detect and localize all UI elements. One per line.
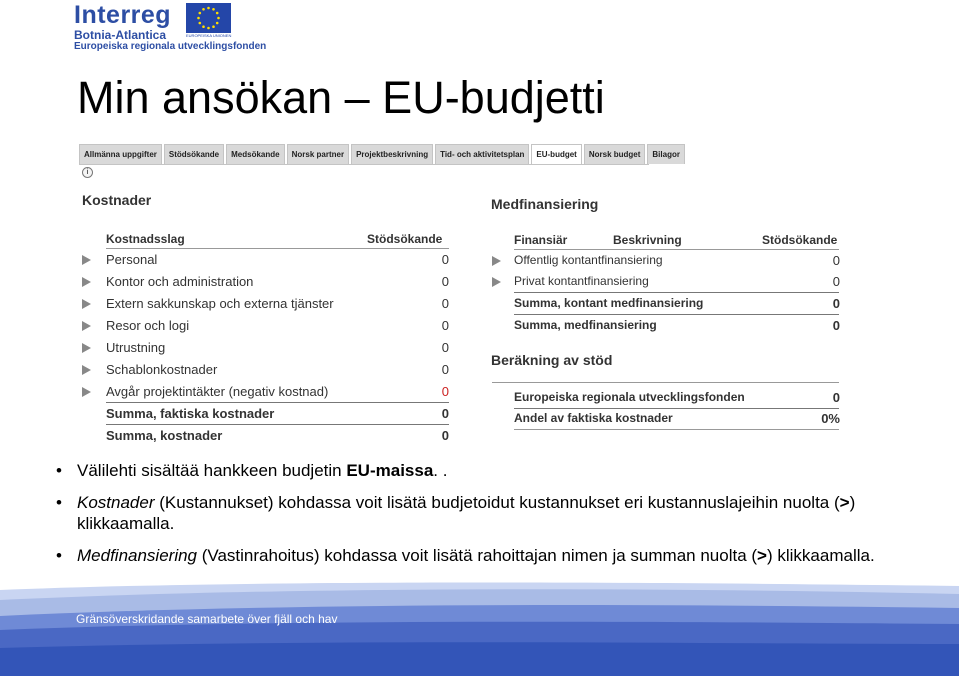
support-title: Beräkning av stöd xyxy=(491,352,613,368)
row-value: 0 xyxy=(832,318,840,333)
row-label: Kontor och administration xyxy=(106,274,254,289)
row-label: Summa, kontant medfinansiering xyxy=(514,296,704,310)
bullet-item xyxy=(56,460,936,481)
row-value: 0 xyxy=(441,318,449,333)
bullet-dot: • xyxy=(56,546,62,565)
row-value: 0% xyxy=(821,411,840,426)
cofinancing-row-private xyxy=(492,271,842,293)
expand-arrow-icon[interactable] xyxy=(492,277,501,287)
row-label: Schablonkostnader xyxy=(106,362,218,377)
bullet-text: ) klikkaamalla. xyxy=(77,493,856,533)
cofinancing-col-financier: Finansiär xyxy=(514,233,568,247)
row-label: Resor och logi xyxy=(106,318,190,333)
row-value: 0 xyxy=(832,296,840,311)
costs-row-resor xyxy=(82,315,452,337)
tab-bilagor[interactable]: Bilagor xyxy=(647,144,685,164)
logo-word: Interreg xyxy=(74,1,172,29)
row-label: Summa, faktiska kostnader xyxy=(106,406,275,421)
row-label: Privat kontantfinansiering xyxy=(514,274,649,288)
costs-sum-total xyxy=(82,425,452,447)
expand-arrow-icon[interactable] xyxy=(82,387,91,397)
expand-arrow-icon[interactable] xyxy=(82,255,91,265)
row-label: Offentlig kontantfinansiering xyxy=(514,253,663,267)
bullet-dot: • xyxy=(56,461,62,480)
expand-arrow-icon[interactable] xyxy=(82,299,91,309)
cofinancing-title: Medfinansiering xyxy=(491,196,599,212)
row-label: Summa, medfinansiering xyxy=(514,318,657,332)
bullet-item xyxy=(56,492,936,534)
budget-application xyxy=(79,144,849,448)
row-value: 0 xyxy=(441,406,449,421)
tab-allmanna-uppgifter[interactable]: Allmänna uppgifter xyxy=(79,144,162,164)
row-value: 0 xyxy=(441,274,449,289)
logo-fund: Europeiska regionala utvecklingsfonden xyxy=(74,41,267,52)
row-value: 0 xyxy=(441,362,449,377)
bullet-text: ) klikkaamalla. xyxy=(766,546,875,565)
tab-norsk-partner[interactable]: Norsk partner xyxy=(287,144,349,164)
logo-programme: Botnia-Atlantica xyxy=(74,28,167,42)
page-title: Min ansökan – EU-budjetti xyxy=(77,72,605,123)
bullet-bold: > xyxy=(839,493,850,512)
row-label: Avgår projektintäkter (negativ kostnad) xyxy=(106,384,329,399)
costs-row-avgar xyxy=(82,381,452,403)
expand-arrow-icon[interactable] xyxy=(82,321,91,331)
costs-row-kontor xyxy=(82,271,452,293)
tab-tid-och-aktivitetsplan[interactable]: Tid- och aktivitetsplan xyxy=(435,144,529,164)
bullet-dot: • xyxy=(56,493,62,512)
row-label: Utrustning xyxy=(106,340,166,355)
tab-norsk-budget[interactable]: Norsk budget xyxy=(584,144,646,164)
row-label: Extern sakkunskap och externa tjänster xyxy=(106,296,334,311)
bullet-italic: Kostnader xyxy=(77,493,155,512)
bullet-text: Välilehti sisältää hankkeen budjetin xyxy=(77,461,347,480)
support-header-divider xyxy=(492,382,839,383)
bullet-item xyxy=(56,545,936,566)
cofinancing-row-public xyxy=(492,250,842,272)
bullet-list xyxy=(56,460,936,577)
bullet-text: (Kustannukset) kohdassa voit lisätä budjetoidut kustannukset eri kustannuslajeihin nuolta ( xyxy=(154,493,840,512)
footer-band xyxy=(0,578,959,676)
eu-caption: EUROPEISKA UNIONEN xyxy=(186,33,232,38)
bullet-italic: Medfinansiering xyxy=(77,546,198,565)
tab-medsokande[interactable]: Medsökande xyxy=(226,144,284,164)
tab-divider xyxy=(79,164,649,165)
info-icon[interactable]: i xyxy=(82,167,93,178)
eu-flag-icon xyxy=(186,3,231,33)
costs-row-extern xyxy=(82,293,452,315)
costs-row-utrustning xyxy=(82,337,452,359)
row-value: 0 xyxy=(441,296,449,311)
tab-stodsokande[interactable]: Stödsökande xyxy=(164,144,224,164)
expand-arrow-icon[interactable] xyxy=(492,256,501,266)
row-value: 0 xyxy=(832,274,840,289)
row-label: Europeiska regionala utvecklingsfonden xyxy=(514,390,745,404)
support-row-share xyxy=(492,408,842,430)
footer-text: Gränsöverskridande samarbete över fjäll och hav xyxy=(76,612,338,626)
row-value: 0 xyxy=(441,384,449,399)
cofinancing-col-value: Stödsökande xyxy=(762,233,838,247)
costs-title: Kostnader xyxy=(82,192,152,208)
costs-col-value: Stödsökande xyxy=(367,232,443,246)
row-label: Personal xyxy=(106,252,158,267)
interreg-logo xyxy=(74,1,267,52)
cofinancing-sum-total xyxy=(492,315,842,337)
cofinancing-col-description: Beskrivning xyxy=(613,233,682,247)
expand-arrow-icon[interactable] xyxy=(82,277,91,287)
row-value: 0 xyxy=(441,252,449,267)
row-value: 0 xyxy=(832,390,840,405)
tab-projektbeskrivning[interactable]: Projektbeskrivning xyxy=(351,144,433,164)
bullet-text: . . xyxy=(433,461,448,480)
tab-eu-budget[interactable]: EU-budget xyxy=(531,144,581,165)
tab-bar xyxy=(79,144,687,164)
row-value: 0 xyxy=(441,340,449,355)
footer-wave-graphic xyxy=(0,578,959,676)
row-label: Summa, kostnader xyxy=(106,428,223,443)
row-label: Andel av faktiska kostnader xyxy=(514,411,673,425)
support-row-fund xyxy=(492,387,842,409)
row-value: 0 xyxy=(832,253,840,268)
expand-arrow-icon[interactable] xyxy=(82,343,91,353)
costs-row-personal xyxy=(82,249,452,271)
cofinancing-sum-cash xyxy=(492,293,842,315)
bullet-bold: > xyxy=(757,546,767,565)
costs-sum-actual xyxy=(82,403,452,425)
support-bottom-divider xyxy=(514,429,839,430)
bullet-text: (Vastinrahoitus) kohdassa voit lisätä rahoittajan nimen ja summan nuolta ( xyxy=(197,546,758,565)
costs-row-schablon xyxy=(82,359,452,381)
expand-arrow-icon[interactable] xyxy=(82,365,91,375)
costs-col-label: Kostnadsslag xyxy=(106,232,185,246)
bullet-bold: EU-maissa xyxy=(346,461,434,480)
row-value: 0 xyxy=(441,428,449,443)
